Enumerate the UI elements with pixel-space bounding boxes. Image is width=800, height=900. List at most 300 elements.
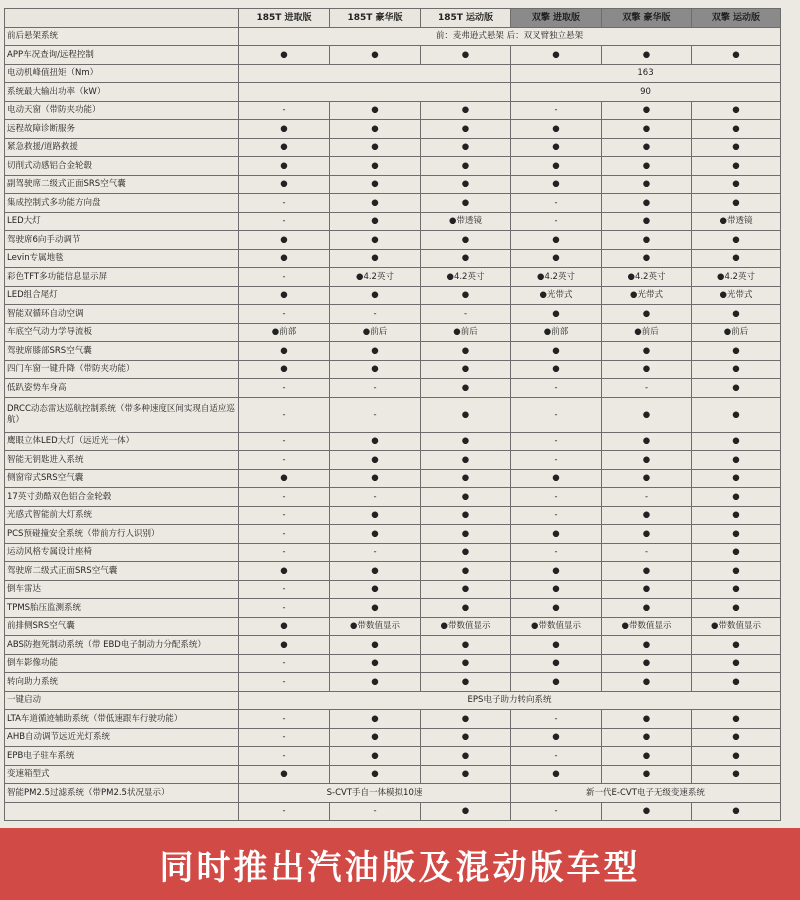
row-label: 智能双循环自动空调 [5,305,239,324]
row-label: 紧急救援/道路救援 [5,138,239,157]
table-cell: ● [602,636,692,655]
table-cell: ●4.2英寸 [692,268,781,287]
table-cell: - [239,397,330,432]
table-row [5,506,781,525]
table-row [5,64,781,83]
table-cell: ● [421,194,511,213]
table-cell: ● [511,599,602,618]
table-cell: ● [421,432,511,451]
table-row [5,27,781,46]
table-cell: ●带透镜 [421,212,511,231]
row-label: LED组合尾灯 [5,286,239,305]
table-cell: ● [511,654,602,673]
table-cell: ● [239,469,330,488]
table-cell: ● [421,249,511,268]
table-cell: ● [511,120,602,139]
table-cell: - [239,101,330,120]
table-cell: ● [421,120,511,139]
table-row [5,397,781,432]
row-label: 前后悬架系统 [5,27,239,46]
table-cell: ● [239,231,330,250]
table-cell: - [511,747,602,766]
header-185t-entry: 185T 进取版 [239,9,330,28]
table-cell: ● [602,212,692,231]
table-cell: ● [511,249,602,268]
table-cell: ● [421,728,511,747]
table-cell: ●前后 [421,323,511,342]
table-cell: ● [692,379,781,398]
table-row [5,710,781,729]
table-cell: ● [511,157,602,176]
header-hybrid-luxury: 双擎 豪华版 [602,9,692,28]
table-cell: ● [602,360,692,379]
table-cell: - [330,802,421,821]
table-cell: ●前部 [239,323,330,342]
row-label: DRCC动态雷达巡航控制系统（带多种速度区间实现自适应巡航） [5,397,239,432]
table-cell: ● [511,231,602,250]
table-cell: ● [239,157,330,176]
table-row [5,562,781,581]
table-row [5,617,781,636]
table-row [5,305,781,324]
table-row [5,46,781,65]
row-label: PCS预碰撞安全系统（带前方行人识别） [5,525,239,544]
table-row [5,249,781,268]
table-cell: - [511,432,602,451]
table-cell: ● [239,120,330,139]
row-label: 侧窗帘式SRS空气囊 [5,469,239,488]
table-cell: ● [602,342,692,361]
table-cell: ● [421,451,511,470]
table-cell: - [239,451,330,470]
row-label: LED大灯 [5,212,239,231]
row-label [5,802,239,821]
table-cell: ● [511,765,602,784]
table-row [5,157,781,176]
table-cell: ● [330,175,421,194]
table-cell: ● [692,157,781,176]
table-cell: ● [421,673,511,692]
table-cell: ●前后 [692,323,781,342]
table-cell: - [239,379,330,398]
row-label: TPMS胎压监测系统 [5,599,239,618]
row-label: 倒车雷达 [5,580,239,599]
table-cell: - [330,543,421,562]
table-cell: ● [511,46,602,65]
table-cell: ● [511,562,602,581]
table-cell: 90 [511,83,781,102]
table-cell: ● [602,249,692,268]
table-cell: ● [421,46,511,65]
table-cell: ● [511,728,602,747]
spec-table [4,8,781,821]
table-cell: ● [330,710,421,729]
row-label: 四门车窗一键升降（带防夹功能） [5,360,239,379]
table-cell: ● [692,397,781,432]
row-label: 转向助力系统 [5,673,239,692]
table-row [5,231,781,250]
table-cell: ● [692,636,781,655]
header-hybrid-entry: 双擎 进取版 [511,9,602,28]
table-cell: - [511,212,602,231]
row-label: 变速箱型式 [5,765,239,784]
table-cell: ● [330,451,421,470]
table-cell: - [330,488,421,507]
table-cell: ● [602,562,692,581]
table-cell: - [511,543,602,562]
caption-banner [0,828,800,900]
table-row [5,691,781,710]
table-cell: ● [602,175,692,194]
table-cell: ● [692,342,781,361]
table-cell: ● [602,46,692,65]
table-cell: ● [602,525,692,544]
table-cell: ● [511,305,602,324]
table-cell: ●带数值显示 [602,617,692,636]
row-label: 集成控制式多功能方向盘 [5,194,239,213]
table-cell: ● [330,599,421,618]
table-cell: ● [602,654,692,673]
table-cell: - [330,305,421,324]
table-cell: ● [421,636,511,655]
table-cell: - [511,194,602,213]
table-cell: ● [692,580,781,599]
header-blank [5,9,239,28]
table-cell: ● [330,138,421,157]
table-row [5,599,781,618]
table-cell: ● [330,231,421,250]
caption-text: 同时推出汽油版及混动版车型 [159,847,641,888]
table-cell: ● [330,765,421,784]
table-cell: ● [330,636,421,655]
row-label: 鹰眼立体LED大灯（远近光一体） [5,432,239,451]
table-cell: ● [602,231,692,250]
table-cell: EPS电子助力转向系统 [239,691,781,710]
table-cell: ●前部 [511,323,602,342]
table-cell: ● [692,46,781,65]
table-cell: - [239,654,330,673]
table-cell [239,64,511,83]
table-row [5,673,781,692]
table-cell: ● [692,101,781,120]
table-cell: ● [602,305,692,324]
table-cell: - [330,379,421,398]
table-cell: ● [602,599,692,618]
table-cell: ● [421,525,511,544]
row-label: 电动天窗（带防夹功能） [5,101,239,120]
table-cell: 新一代E-CVT电子无级变速系统 [511,784,781,803]
table-cell: ●光带式 [511,286,602,305]
table-cell: ● [511,580,602,599]
row-label: Levin专属地毯 [5,249,239,268]
table-cell: ● [421,765,511,784]
table-cell: - [239,599,330,618]
table-cell: ● [602,506,692,525]
table-row [5,469,781,488]
table-cell: ● [602,194,692,213]
table-cell: - [511,506,602,525]
table-cell: ● [421,488,511,507]
table-cell [239,83,511,102]
table-cell: S-CVT手自一体模拟10速 [239,784,511,803]
table-cell: ● [421,231,511,250]
table-cell: ● [330,120,421,139]
row-label: 17英寸劲酷双色铝合金轮毂 [5,488,239,507]
table-cell: - [239,747,330,766]
table-cell: ● [421,654,511,673]
row-label: 一键启动 [5,691,239,710]
table-cell: ● [511,636,602,655]
table-cell: - [602,543,692,562]
table-row [5,286,781,305]
table-cell: ● [511,469,602,488]
table-cell: ●4.2英寸 [511,268,602,287]
table-cell: 163 [511,64,781,83]
table-row [5,636,781,655]
table-cell: ● [330,673,421,692]
row-label: 远程故障诊断服务 [5,120,239,139]
table-cell: - [421,305,511,324]
table-cell: - [330,397,421,432]
table-row [5,101,781,120]
table-cell: ● [692,488,781,507]
table-cell: ●带数值显示 [421,617,511,636]
table-cell: - [511,101,602,120]
table-cell: ● [330,342,421,361]
table-cell: ● [692,175,781,194]
table-row [5,654,781,673]
table-cell: ● [421,710,511,729]
row-label: ABS防抱死制动系统（带 EBD电子制动力分配系统） [5,636,239,655]
table-cell: ● [692,451,781,470]
table-cell: - [602,488,692,507]
row-label: 光感式智能前大灯系统 [5,506,239,525]
table-cell: ● [692,543,781,562]
table-row [5,120,781,139]
row-label: 切削式动感铝合金轮毂 [5,157,239,176]
table-cell: - [239,305,330,324]
table-cell: ● [239,562,330,581]
row-label: EPB电子驻车系统 [5,747,239,766]
table-cell: ● [330,562,421,581]
header-185t-sport: 185T 运动版 [421,9,511,28]
table-cell: ● [330,506,421,525]
table-row [5,379,781,398]
table-cell: ●带数值显示 [692,617,781,636]
table-cell: ● [692,249,781,268]
table-cell: ● [692,599,781,618]
table-cell: ● [602,747,692,766]
table-cell: ● [239,138,330,157]
table-row [5,268,781,287]
table-cell: ● [602,157,692,176]
table-cell: ● [692,654,781,673]
table-cell: ● [330,212,421,231]
row-label: 电动机峰值扭矩（Nm） [5,64,239,83]
table-cell: ● [330,432,421,451]
table-cell: ● [421,506,511,525]
table-cell: ● [692,765,781,784]
table-row [5,802,781,821]
table-cell: ● [239,175,330,194]
table-cell: - [239,432,330,451]
row-label: 倒车影像功能 [5,654,239,673]
table-cell: ● [330,360,421,379]
table-row [5,765,781,784]
table-cell: ● [511,360,602,379]
table-cell: ● [511,342,602,361]
table-cell: ● [330,654,421,673]
table-cell: ● [330,194,421,213]
table-cell: ● [602,397,692,432]
table-cell: ● [692,525,781,544]
table-cell: ● [239,636,330,655]
table-cell: - [511,802,602,821]
table-cell: ●4.2英寸 [421,268,511,287]
table-cell: - [239,728,330,747]
row-label: 驾驶席膝部SRS空气囊 [5,342,239,361]
table-cell: ● [692,138,781,157]
table-row [5,488,781,507]
table-cell: ● [239,286,330,305]
table-cell: ● [511,673,602,692]
table-cell: ● [692,710,781,729]
row-label: 驾驶席二级式正面SRS空气囊 [5,562,239,581]
table-cell: ● [602,580,692,599]
table-cell: ● [239,617,330,636]
table-cell: ● [330,101,421,120]
table-cell: ●带透镜 [692,212,781,231]
table-cell: - [239,580,330,599]
table-cell: ● [602,469,692,488]
row-label: AHB自动调节远近光灯系统 [5,728,239,747]
row-label: 运动风格专属设计座椅 [5,543,239,562]
table-cell: ● [330,469,421,488]
table-cell: ● [692,802,781,821]
table-cell: ● [692,120,781,139]
table-cell: ● [421,342,511,361]
table-cell: ● [421,138,511,157]
table-cell: ● [421,157,511,176]
table-cell: ●光带式 [602,286,692,305]
table-cell: ● [421,599,511,618]
table-cell: ● [602,451,692,470]
table-cell: ● [239,342,330,361]
row-label: 智能无钥匙进入系统 [5,451,239,470]
row-label: 彩色TFT多功能信息显示屏 [5,268,239,287]
table-cell: ●带数值显示 [511,617,602,636]
header-row [5,9,781,28]
table-row [5,138,781,157]
table-cell: ●4.2英寸 [330,268,421,287]
table-cell: ● [692,305,781,324]
table-cell: ● [602,728,692,747]
table-cell: ● [511,138,602,157]
table-cell: - [239,543,330,562]
table-cell: ● [602,138,692,157]
table-row [5,323,781,342]
table-row [5,83,781,102]
table-cell: - [239,194,330,213]
table-cell: ● [330,249,421,268]
table-cell: ● [421,802,511,821]
table-cell: ● [602,101,692,120]
row-label: 系统最大输出功率（kW） [5,83,239,102]
table-cell: ● [421,360,511,379]
table-row [5,360,781,379]
table-cell: ● [330,728,421,747]
table-cell: - [511,710,602,729]
table-cell: ● [239,360,330,379]
table-cell: ● [602,710,692,729]
table-cell: ● [602,673,692,692]
header-hybrid-sport: 双擎 运动版 [692,9,781,28]
table-row [5,728,781,747]
table-cell: - [239,710,330,729]
row-label: 车底空气动力学导流板 [5,323,239,342]
table-cell: ●4.2英寸 [602,268,692,287]
table-cell: ● [692,194,781,213]
table-cell: ● [692,747,781,766]
table-cell: - [239,525,330,544]
table-cell: ● [692,506,781,525]
row-label: APP车况查询/远程控制 [5,46,239,65]
row-label: 前排侧SRS空气囊 [5,617,239,636]
table-cell: ● [602,802,692,821]
table-cell: - [511,397,602,432]
table-cell: ● [602,432,692,451]
table-cell: ● [421,286,511,305]
table-cell: - [239,488,330,507]
table-cell: ●前后 [602,323,692,342]
table-cell: ● [511,175,602,194]
table-cell: ● [421,175,511,194]
table-cell: ● [421,747,511,766]
row-label: 智能PM2.5过滤系统（带PM2.5状况显示） [5,784,239,803]
table-row [5,212,781,231]
table-cell: ● [692,728,781,747]
table-cell: ● [330,157,421,176]
table-cell: ● [602,120,692,139]
table-row [5,194,781,213]
table-row [5,175,781,194]
table-cell: ● [239,249,330,268]
table-row [5,432,781,451]
table-cell: - [239,802,330,821]
table-cell: ● [692,360,781,379]
table-cell: - [239,673,330,692]
table-cell: ● [692,231,781,250]
table-row [5,747,781,766]
table-cell: ● [421,543,511,562]
table-cell: ● [602,765,692,784]
table-cell: - [239,506,330,525]
table-cell: ● [692,562,781,581]
table-cell: ● [421,562,511,581]
table-cell: ● [421,580,511,599]
table-cell: ● [421,397,511,432]
table-cell: ● [421,101,511,120]
table-row [5,580,781,599]
table-cell: ● [239,46,330,65]
table-cell: 前：麦弗逊式悬架 后：双叉臂独立悬架 [239,27,781,46]
table-cell: - [239,212,330,231]
table-cell: ● [421,379,511,398]
table-cell: ● [330,286,421,305]
table-cell: - [511,379,602,398]
table-row [5,342,781,361]
table-cell: ●带数值显示 [330,617,421,636]
